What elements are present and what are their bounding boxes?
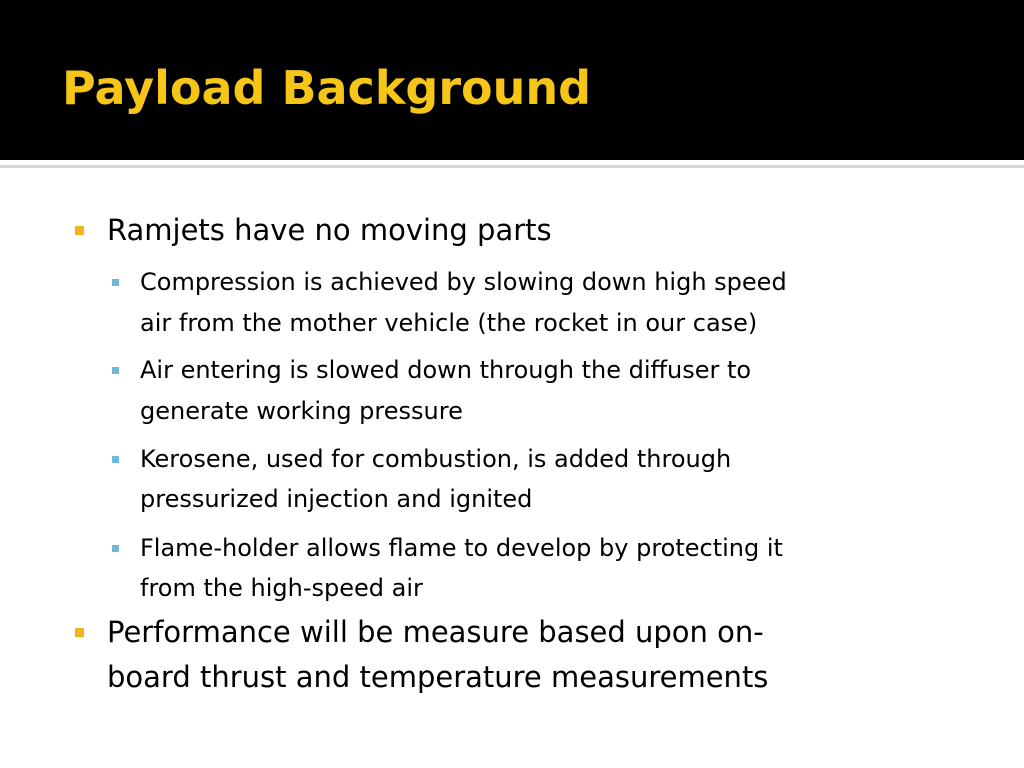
- square-bullet-icon: [112, 279, 119, 286]
- slide-title: Payload Background: [62, 61, 592, 115]
- bullet-line: board thrust and temperature measurements: [107, 660, 769, 694]
- bullet-line: Compression is achieved by slowing down high speed: [140, 268, 787, 296]
- square-bullet-icon: [112, 367, 119, 374]
- bullet-line: generate working pressure: [140, 397, 463, 425]
- bullet-line: Ramjets have no moving parts: [107, 213, 552, 247]
- bullet-line: Air entering is slowed down through the diffuser to: [140, 356, 752, 384]
- bullet-line: Performance will be measure based upon on-: [107, 615, 764, 649]
- bullet-line: Kerosene, used for combustion, is added through: [140, 445, 732, 473]
- square-bullet-icon: [112, 545, 119, 552]
- square-bullet-icon: [75, 226, 84, 235]
- square-bullet-icon: [75, 628, 84, 637]
- bullet-line: pressurized injection and ignited: [140, 485, 533, 513]
- square-bullet-icon: [112, 456, 119, 463]
- bullet-line: air from the mother vehicle (the rocket in our case): [140, 309, 758, 337]
- bullet-line: from the high-speed air: [140, 574, 423, 602]
- bullet-line: Flame-holder allows flame to develop by protecting it: [140, 534, 783, 562]
